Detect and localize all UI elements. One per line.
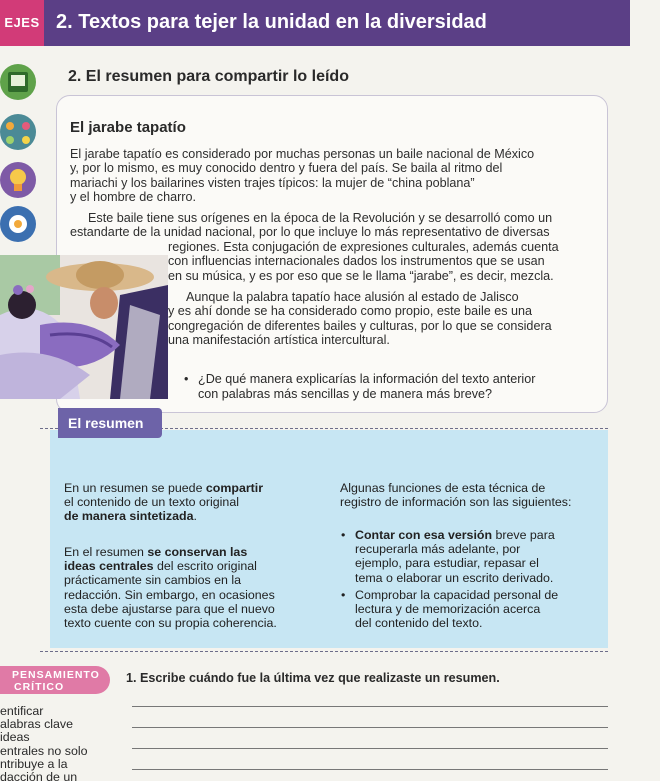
- bold-span: compartir: [205, 481, 264, 495]
- text-line: mariachi y los bailarines visten trajes típicos: la mujer de “china poblana”: [70, 175, 475, 190]
- reading-paragraph-2: [70, 211, 600, 240]
- divider-bottom: [40, 651, 608, 652]
- text-line: prácticamente sin cambios en la: [64, 573, 241, 588]
- bold-span: se conservan las: [147, 545, 248, 559]
- summary-left-p2: [64, 545, 334, 630]
- summary-right-intro: [340, 481, 602, 509]
- side-fragment: ideas: [0, 730, 30, 744]
- activity-question-1: 1. Escribe cuándo fue la última vez que realizaste un resumen.: [126, 671, 500, 685]
- section-tag: EJES: [0, 0, 44, 46]
- side-fragment: entrales no solo: [0, 744, 88, 758]
- section-subtitle: 2. El resumen para compartir lo leído: [68, 68, 349, 85]
- text-line: regiones. Esta conjugación de expresiones culturales, además cuenta: [168, 240, 559, 254]
- community-icon: [0, 112, 40, 152]
- text-line: registro de información son las siguientes:: [340, 495, 572, 510]
- text-span: breve para: [492, 528, 555, 542]
- text-line: y es ahí donde se ha considerado como propio, este baile es una: [168, 304, 533, 319]
- side-fragment: ntribuye a la: [0, 757, 68, 771]
- text-line: El jarabe tapatío es considerado por muchas personas un baile nacional de México: [70, 147, 535, 161]
- text-line: ejemplo, para estudiar, repasar el: [355, 556, 539, 571]
- answer-line[interactable]: [132, 748, 608, 749]
- text-span: En un resumen se puede: [64, 481, 206, 495]
- text-span: .: [193, 509, 197, 524]
- lightbulb-icon: [0, 160, 40, 200]
- text-line: lectura y de memorización acerca: [355, 602, 541, 617]
- text-line: una manifestación artística intercultural.: [168, 333, 390, 348]
- reading-paragraph-2-cont: [168, 240, 600, 283]
- text-line: y, por lo mismo, es muy conocido dentro y fuera del país. Se baila al ritmo del: [70, 161, 503, 176]
- text-line: Algunas funciones de esta técnica de: [340, 481, 546, 495]
- summary-left-p1: [64, 481, 334, 524]
- compass-icon: [0, 204, 40, 244]
- text-line: esta debe ajustarse para que el nuevo: [64, 601, 275, 616]
- text-line: del contenido del texto.: [355, 616, 483, 631]
- text-line: con influencias internacionales dados los instrumentos que se usan: [168, 254, 545, 269]
- text-line: recuperarla más adelante, por: [355, 542, 521, 557]
- text-line: • Comprobar la capacidad personal de: [355, 587, 559, 602]
- side-fragment: dacción de un: [0, 770, 78, 781]
- text-line: y el hombre de charro.: [70, 190, 196, 205]
- summary-right-bullets: [341, 528, 603, 630]
- text-line: ¿De qué manera explicarías la información del texto anterior: [198, 372, 536, 386]
- text-line: estandarte de la unidad nacional, por lo que incluye lo más representativo de diversas: [70, 225, 550, 240]
- reading-paragraph-3: [168, 290, 600, 348]
- answer-line[interactable]: [132, 727, 608, 728]
- text-line: texto cuente con su propia coherencia.: [64, 616, 277, 631]
- side-fragment: alabras clave: [0, 717, 74, 731]
- summary-label: El resumen: [58, 408, 162, 438]
- text-line: tema o elaborar un escrito derivado.: [355, 570, 554, 585]
- dancers-photo: [0, 255, 168, 399]
- text-line: con palabras más sencillas y de manera más breve?: [198, 387, 492, 401]
- bold-span: Contar con esa versión: [355, 528, 493, 542]
- badge-line: CRÍTICO: [14, 681, 65, 693]
- book-icon: [0, 62, 40, 102]
- text-line: Aunque la palabra tapatío hace alusión al estado de Jalisco: [186, 290, 519, 304]
- text-line: el contenido de un texto original: [64, 495, 239, 510]
- text-line: congregación de diferentes bailes y culturas, por lo que se considera: [168, 318, 552, 333]
- answer-line[interactable]: [132, 706, 608, 707]
- text-line: redacción. Sin embargo, en ocasiones: [64, 587, 275, 602]
- bold-span: ideas centrales: [64, 559, 154, 574]
- reading-title: El jarabe tapatío: [70, 119, 186, 136]
- bold-span: de manera sintetizada: [64, 509, 194, 524]
- summary-bullet-2: [341, 588, 603, 631]
- text-line: en su música, y es por eso que se le llama “jarabe”, es decir, mezcla.: [168, 268, 554, 283]
- reading-paragraph-1: [70, 147, 600, 205]
- header-bar: [0, 0, 630, 46]
- badge-line: PENSAMIENTO: [12, 669, 100, 681]
- answer-line[interactable]: [132, 769, 608, 770]
- text-line: Este baile tiene sus orígenes en la época de la Revolución y se desarrolló como un: [88, 211, 553, 225]
- page-title: 2. Textos para tejer la unidad en la diversidad: [56, 11, 487, 33]
- text-span: del escrito original: [153, 559, 257, 574]
- summary-bullet-1: [341, 528, 603, 585]
- pensamiento-critico-badge: [0, 666, 110, 694]
- reflection-question: • ¿De qué manera explicarías la información del texto anterior con palabras más sencillas y de manera más breve?: [176, 372, 596, 402]
- text-span: En el resumen: [64, 545, 148, 559]
- side-fragment: entificar: [0, 704, 44, 718]
